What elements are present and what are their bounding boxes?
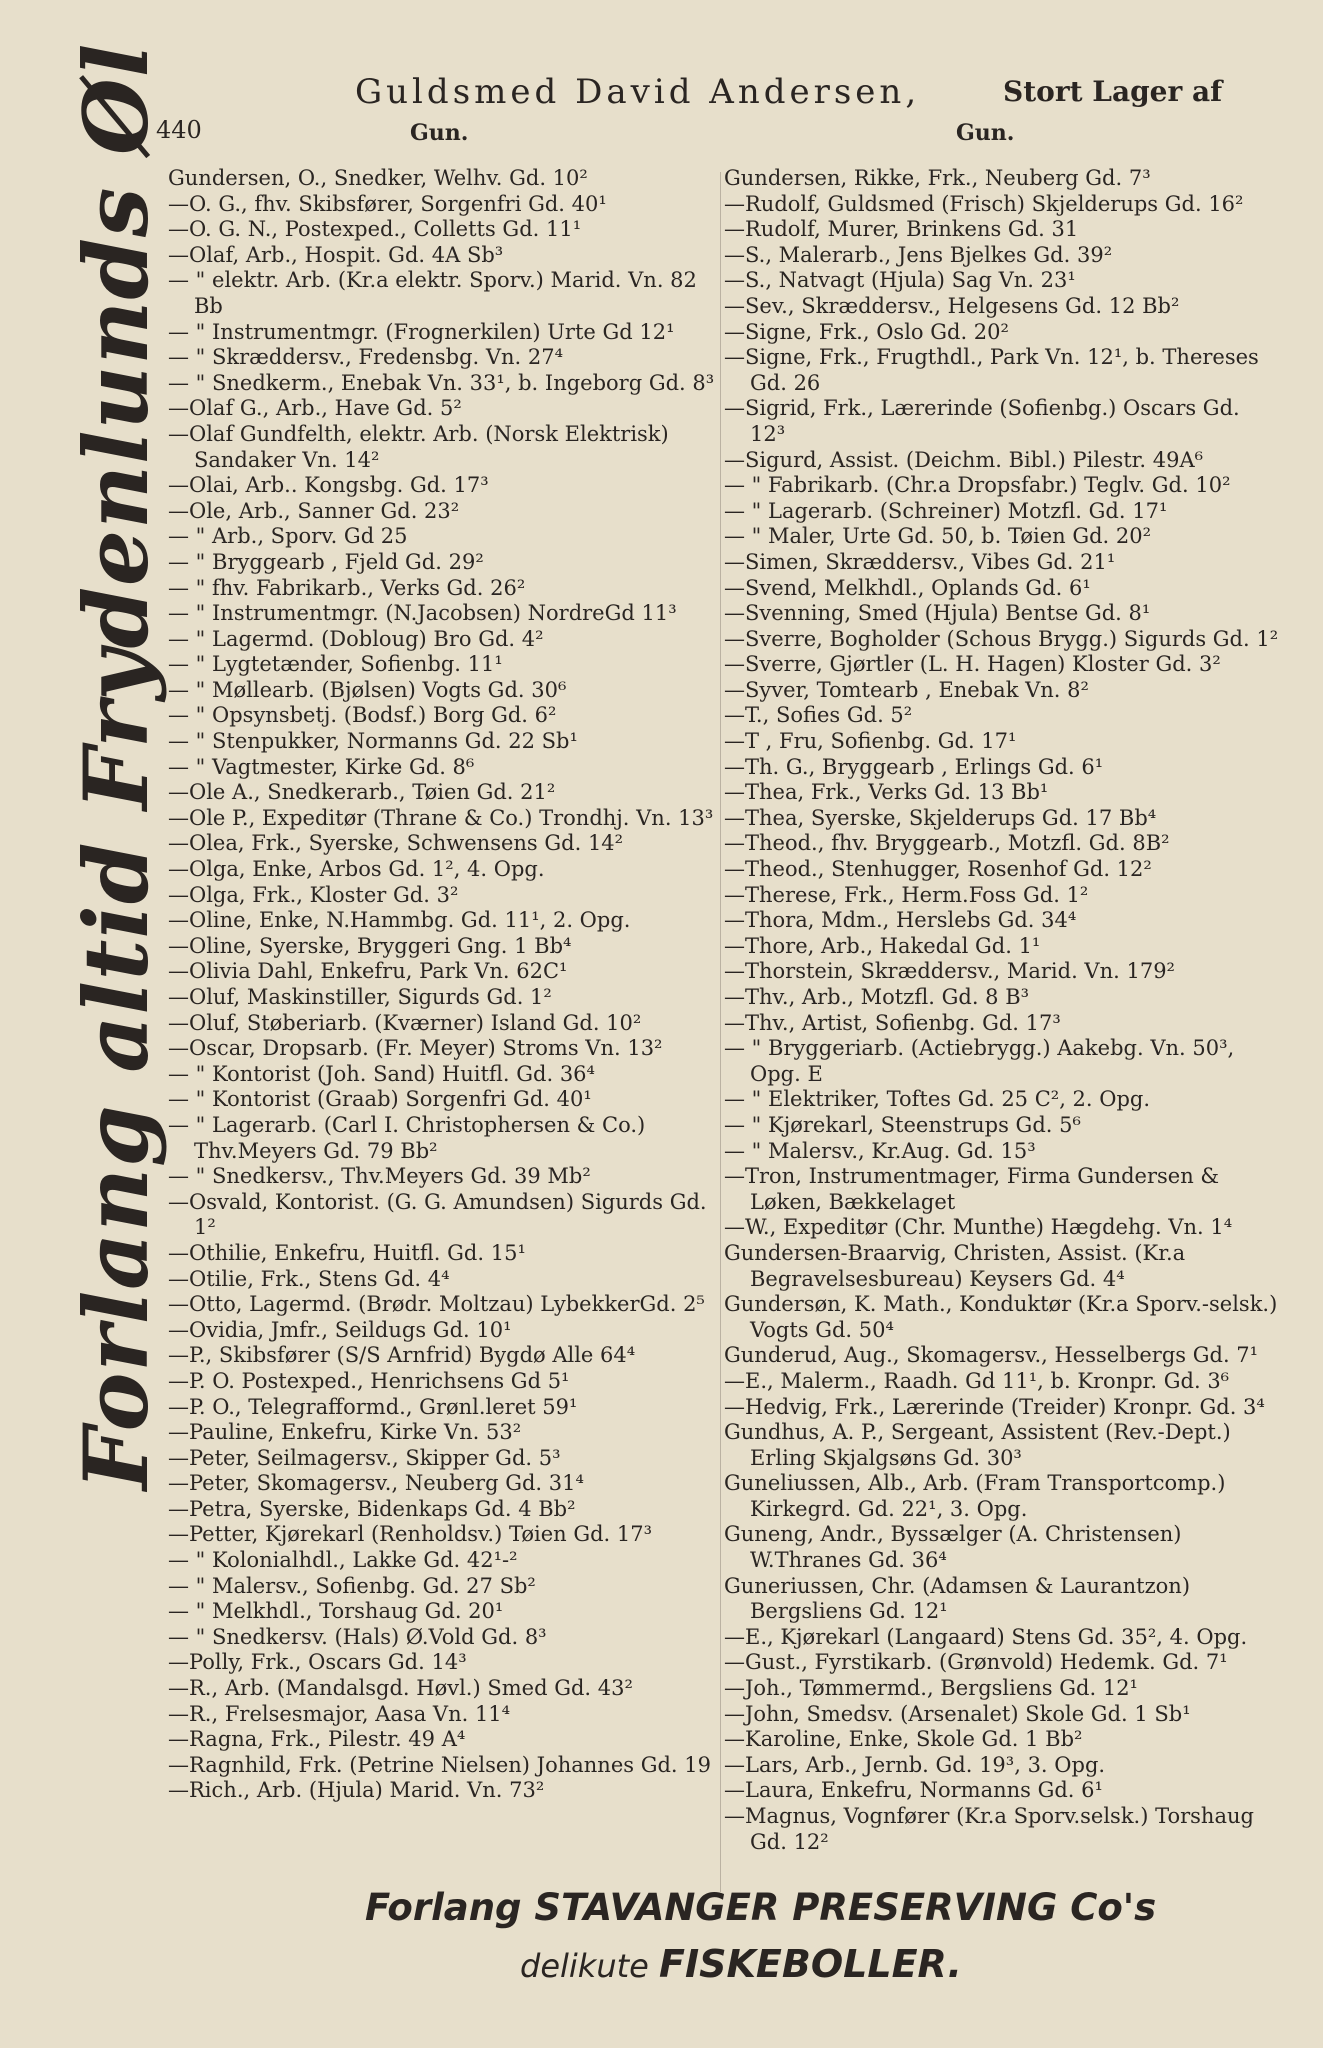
footer-advertisement-line1: Forlang STAVANGER PRESERVING Co's	[365, 1886, 1157, 1929]
directory-entry: —Signe, Frk., Frugthdl., Park Vn. 12¹, b. Thereses Gd. 26	[724, 345, 1266, 395]
directory-entry: Gundersøn, K. Math., Konduktør (Kr.a Sporv.-selsk.) Vogts Gd. 50⁴	[724, 1292, 1284, 1342]
directory-entry: —E., Kjørekarl (Langaard) Stens Gd. 35², 4. Opg.	[724, 1624, 1248, 1649]
directory-entry: —Thv., Artist, Sofienbg. Gd. 17³	[724, 1010, 1061, 1035]
directory-entry: —Oline, Syerske, Bryggeri Gng. 1 Bb⁴	[168, 933, 572, 958]
directory-entry: —Simen, Skræddersv., Vibes Gd. 21¹	[724, 549, 1116, 574]
directory-entry: — " Skræddersv., Fredensbg. Vn. 27⁴	[168, 345, 564, 370]
directory-entry: —Olivia Dahl, Enkefru, Park Vn. 62C¹	[168, 959, 568, 984]
directory-entry: —P. O. Postexped., Henrichsens Gd 5¹	[168, 1368, 570, 1393]
directory-entry: —S., Malerarb., Jens Bjelkes Gd. 39²	[724, 242, 1113, 267]
directory-entry: —Pauline, Enkefru, Kirke Vn. 53²	[168, 1420, 522, 1445]
directory-entry: —Oluf, Maskinstiller, Sigurds Gd. 1²	[168, 985, 552, 1009]
footer-advertisement-line2	[520, 1942, 962, 1986]
directory-entry: —T , Fru, Sofienbg. Gd. 17¹	[724, 729, 1017, 754]
directory-entry: —Sev., Skræddersv., Helgesens Gd. 12 Bb²	[724, 293, 1180, 318]
side-advertisement: Forlang altid Frydenlunds Øl	[64, 42, 168, 1490]
directory-entry: —R., Arb. (Mandalsgd. Høvl.) Smed Gd. 43²	[168, 1676, 633, 1701]
directory-entry: —W., Expeditør (Chr. Munthe) Hægdehg. Vn. 1⁴	[724, 1215, 1233, 1240]
directory-entry: —Lars, Arb., Jernb. Gd. 19³, 3. Opg.	[724, 1752, 1106, 1777]
directory-entry: — " Vagtmester, Kirke Gd. 8⁶	[168, 754, 475, 779]
directory-entry: —Olga, Frk., Kloster Gd. 3²	[168, 882, 459, 907]
directory-entry: —Hedvig, Frk., Lærerinde (Treider) Kronpr. Gd. 3⁴	[724, 1394, 1265, 1419]
directory-entry: —Rich., Arb. (Hjula) Marid. Vn. 73²	[168, 1778, 545, 1803]
directory-entry: Gundhus, A. P., Sergeant, Assistent (Rev.-Dept.) Erling Skjalgsøns Gd. 30³	[724, 1420, 1238, 1470]
directory-entry: — " Kontorist (Graab) Sorgenfri Gd. 40¹	[168, 1087, 592, 1112]
directory-entry: —Tron, Instrumentmager, Firma Gundersen & Løken, Bækkelaget	[724, 1164, 1226, 1214]
directory-entry: —Olaf, Arb., Hospit. Gd. 4A Sb³	[168, 242, 504, 267]
directory-entry: —Laura, Enkefru, Normanns Gd. 6¹	[724, 1778, 1103, 1803]
directory-entry: —Othilie, Enkefru, Huitfl. Gd. 15¹	[168, 1240, 526, 1265]
directory-entry: —Petter, Kjørekarl (Renholdsv.) Tøien Gd. 17³	[168, 1522, 653, 1547]
directory-entry: —Theod., fhv. Bryggearb., Motzfl. Gd. 8B²	[724, 831, 1170, 856]
directory-entry: — " Lagerarb. (Carl I. Christophersen & Co.) Thv.Meyers Gd. 79 Bb²	[168, 1112, 652, 1163]
directory-entry: —Svend, Melkhdl., Oplands Gd. 6¹	[724, 575, 1091, 600]
directory-entry: — " Arb., Sporv. Gd 25	[168, 524, 408, 549]
directory-entry: — " Lagerarb. (Schreiner) Motzfl. Gd. 17¹	[724, 498, 1168, 523]
directory-entry: —Oscar, Dropsarb. (Fr. Meyer) Stroms Vn. 13²	[168, 1036, 663, 1061]
directory-entry: —John, Smedsv. (Arsenalet) Skole Gd. 1 Sb¹	[724, 1701, 1191, 1726]
directory-entry: —Syver, Tomtearb , Enebak Vn. 8²	[724, 677, 1089, 702]
directory-entry: —Joh., Tømmermd., Bergsliens Gd. 12¹	[724, 1676, 1138, 1701]
directory-entry: —Sverre, Gjørtler (L. H. Hagen) Kloster Gd. 3²	[724, 652, 1221, 677]
directory-entry: Gunderud, Aug., Skomagersv., Hesselbergs Gd. 7¹	[724, 1343, 1259, 1368]
directory-entry: — " Møllearb. (Bjølsen) Vogts Gd. 30⁶	[168, 677, 567, 702]
directory-entry: —Gust., Fyrstikarb. (Grønvold) Hedemk. Gd. 7¹	[724, 1650, 1228, 1675]
directory-entry: —Sverre, Bogholder (Schous Brygg.) Sigurds Gd. 1²	[724, 626, 1279, 651]
directory-entry: —Otilie, Frk., Stens Gd. 4⁴	[168, 1266, 450, 1291]
directory-entry: —T., Sofies Gd. 5²	[724, 703, 913, 728]
directory-entry: —Karoline, Enke, Skole Gd. 1 Bb²	[724, 1727, 1083, 1752]
footer-ad-big-text: FISKEBOLLER.	[659, 1942, 962, 1986]
directory-entry: — " Instrumentmgr. (Frognerkilen) Urte Gd 12¹	[168, 319, 675, 344]
directory-entry: — " fhv. Fabrikarb., Verks Gd. 26²	[168, 575, 526, 600]
directory-entry: —P., Skibsfører (S/S Arnfrid) Bygdø Alle 64⁴	[168, 1343, 636, 1368]
directory-entry: — " Snedkerm., Enebak Vn. 33¹, b. Ingeborg Gd. 8³	[168, 370, 715, 395]
directory-entry: —Polly, Frk., Oscars Gd. 14³	[168, 1650, 467, 1675]
directory-entry: —Sigurd, Assist. (Deichm. Bibl.) Pilestr. 49A⁶	[724, 447, 1204, 472]
directory-entry: — " Elektriker, Toftes Gd. 25 C², 2. Opg.	[724, 1087, 1151, 1112]
directory-entry: —Thorstein, Skræddersv., Marid. Vn. 179²	[724, 959, 1175, 984]
directory-entry: — " elektr. Arb. (Kr.a elektr. Sporv.) Marid. Vn. 82 Bb	[168, 268, 704, 318]
directory-entry: —Olaf G., Arb., Have Gd. 5²	[168, 396, 462, 421]
directory-entry: —Petra, Syerske, Bidenkaps Gd. 4 Bb²	[168, 1496, 576, 1521]
directory-entry: — " Lagermd. (Dobloug) Bro Gd. 4²	[168, 626, 544, 651]
directory-entry: —Theod., Stenhugger, Rosenhof Gd. 12²	[724, 857, 1152, 882]
page-number: 440	[156, 116, 202, 144]
directory-entry: —Thv., Arb., Motzfl. Gd. 8 B³	[724, 985, 1030, 1009]
footer-ad-small-text: delikute	[520, 1947, 649, 1985]
directory-entry: —O. G., fhv. Skibsfører, Sorgenfri Gd. 40¹	[168, 191, 607, 216]
directory-entry: —S., Natvagt (Hjula) Sag Vn. 23¹	[724, 268, 1076, 293]
directory-entry: —Thora, Mdm., Herslebs Gd. 34⁴	[724, 908, 1077, 933]
directory-entry: — " Opsynsbetj. (Bodsf.) Borg Gd. 6²	[168, 703, 557, 728]
directory-entry: — " Maler, Urte Gd. 50, b. Tøien Gd. 20²	[724, 524, 1152, 549]
directory-entry: —Olea, Frk., Syerske, Schwensens Gd. 14²	[168, 831, 624, 856]
directory-entry: —E., Malerm., Raadh. Gd 11¹, b. Kronpr. Gd. 3⁶	[724, 1368, 1230, 1393]
guide-word-right: Gun.	[956, 120, 1015, 146]
directory-entry: —Ole A., Snedkerarb., Tøien Gd. 21²	[168, 780, 556, 805]
directory-entry: — " Lygtetænder, Sofienbg. 11¹	[168, 652, 503, 677]
header-banner: Guldsmed David Andersen,	[355, 72, 921, 112]
directory-entry: Gundersen, O., Snedker, Welhv. Gd. 10²	[168, 166, 588, 190]
directory-entry: — " Malersv., Kr.Aug. Gd. 15³	[724, 1138, 1036, 1163]
directory-entry: — " Instrumentmgr. (N.Jacobsen) NordreGd 11³	[168, 601, 677, 626]
directory-entry: —Therese, Frk., Herm.Foss Gd. 1²	[724, 882, 1089, 907]
directory-entry: —Svenning, Smed (Hjula) Bentse Gd. 8¹	[724, 601, 1151, 626]
directory-entry: —Thore, Arb., Hakedal Gd. 1¹	[724, 933, 1041, 958]
directory-entry: —Oline, Enke, N.Hammbg. Gd. 11¹, 2. Opg.	[168, 908, 631, 933]
directory-entry: —Ole P., Expeditør (Thrane & Co.) Trondhj. Vn. 13³	[168, 805, 714, 830]
directory-entry: —P. O., Telegrafformd., Grønl.leret 59¹	[168, 1394, 578, 1419]
directory-entry: —Oluf, Støberiarb. (Kværner) Island Gd. 10²	[168, 1010, 642, 1035]
directory-entry: Guneng, Andr., Byssælger (A. Christensen) W.Thranes Gd. 36⁴	[724, 1522, 1189, 1573]
guide-word-left: Gun.	[410, 120, 469, 146]
directory-entry: — " Kontorist (Joh. Sand) Huitfl. Gd. 36⁴	[168, 1061, 595, 1086]
directory-entry: —Olai, Arb.. Kongsbg. Gd. 17³	[168, 473, 489, 498]
directory-entry: —Olga, Enke, Arbos Gd. 1², 4. Opg.	[168, 857, 545, 882]
directory-entry: —Signe, Frk., Oslo Gd. 20²	[724, 319, 1009, 344]
directory-entry: —Th. G., Bryggearb , Erlings Gd. 6¹	[724, 754, 1104, 779]
directory-entry: — " Melkhdl., Torshaug Gd. 20¹	[168, 1599, 504, 1624]
directory-entry: —Thea, Syerske, Skjelderups Gd. 17 Bb⁴	[724, 805, 1157, 830]
directory-entry: — " Stenpukker, Normanns Gd. 22 Sb¹	[168, 729, 578, 754]
header-banner-right: Stort Lager af	[1003, 75, 1223, 108]
directory-entry: — " Kolonialhdl., Lakke Gd. 42¹-²	[168, 1548, 518, 1573]
directory-entry: —O. G. N., Postexped., Colletts Gd. 11¹	[168, 217, 582, 242]
directory-entry: —Peter, Seilmagersv., Skipper Gd. 5³	[168, 1445, 561, 1470]
directory-entry: Guneriussen, Chr. (Adamsen & Laurantzon) Bergsliens Gd. 12¹	[724, 1573, 1197, 1624]
directory-entry: —Ragna, Frk., Pilestr. 49 A⁴	[168, 1727, 466, 1752]
directory-entry: —R., Frelsesmajor, Aasa Vn. 11⁴	[168, 1701, 511, 1726]
directory-entry: —Otto, Lagermd. (Brødr. Moltzau) LybekkerGd. 2⁵	[168, 1292, 705, 1317]
directory-entry: — " Malersv., Sofienbg. Gd. 27 Sb²	[168, 1573, 536, 1598]
directory-entry: Guneliussen, Alb., Arb. (Fram Transportcomp.) Kirkegrd. Gd. 22¹, 3. Opg.	[724, 1471, 1233, 1521]
directory-entry: — " Bryggearb , Fjeld Gd. 29²	[168, 549, 484, 574]
directory-entry: —Ole, Arb., Sanner Gd. 23²	[168, 498, 460, 523]
left-column	[168, 166, 718, 1804]
directory-entry: Gundersen, Rikke, Frk., Neuberg Gd. 7³	[724, 166, 1151, 190]
directory-entry: —Sigrid, Frk., Lærerinde (Sofienbg.) Oscars Gd. 12³	[724, 396, 1247, 446]
right-column	[724, 166, 1284, 1855]
directory-entry: — " Snedkersv. (Hals) Ø.Vold Gd. 8³	[168, 1624, 547, 1649]
directory-entry: Gundersen-Braarvig, Christen, Assist. (Kr.a Begravelsesbureau) Keysers Gd. 4⁴	[724, 1240, 1192, 1291]
directory-entry: —Thea, Frk., Verks Gd. 13 Bb¹	[724, 780, 1049, 805]
directory-entry: —Peter, Skomagersv., Neuberg Gd. 31⁴	[168, 1471, 584, 1496]
directory-entry: —Rudolf, Murer, Brinkens Gd. 31	[724, 217, 1079, 242]
directory-entry: — " Kjørekarl, Steenstrups Gd. 5⁶	[724, 1112, 1081, 1137]
directory-entry: —Rudolf, Guldsmed (Frisch) Skjelderups Gd. 16²	[724, 191, 1244, 216]
column-divider	[720, 172, 721, 1892]
directory-entry: —Olaf Gundfelth, elektr. Arb. (Norsk Elektrisk) Sandaker Vn. 14²	[168, 421, 676, 472]
directory-entry: — " Bryggeriarb. (Actiebrygg.) Aakebg. Vn. 50³, Opg. E	[724, 1036, 1241, 1086]
directory-entry: —Ragnhild, Frk. (Petrine Nielsen) Johannes Gd. 19	[168, 1752, 712, 1777]
directory-entry: — " Fabrikarb. (Chr.a Dropsfabr.) Teglv. Gd. 10²	[724, 473, 1231, 498]
directory-entry: —Ovidia, Jmfr., Seildugs Gd. 10¹	[168, 1317, 512, 1342]
directory-entry: —Osvald, Kontorist. (G. G. Amundsen) Sigurds Gd. 1²	[168, 1189, 714, 1240]
directory-entry: — " Snedkersv., Thv.Meyers Gd. 39 Mb²	[168, 1164, 591, 1189]
directory-entry: —Magnus, Vognfører (Kr.a Sporv.selsk.) Torshaug Gd. 12²	[724, 1804, 1261, 1854]
